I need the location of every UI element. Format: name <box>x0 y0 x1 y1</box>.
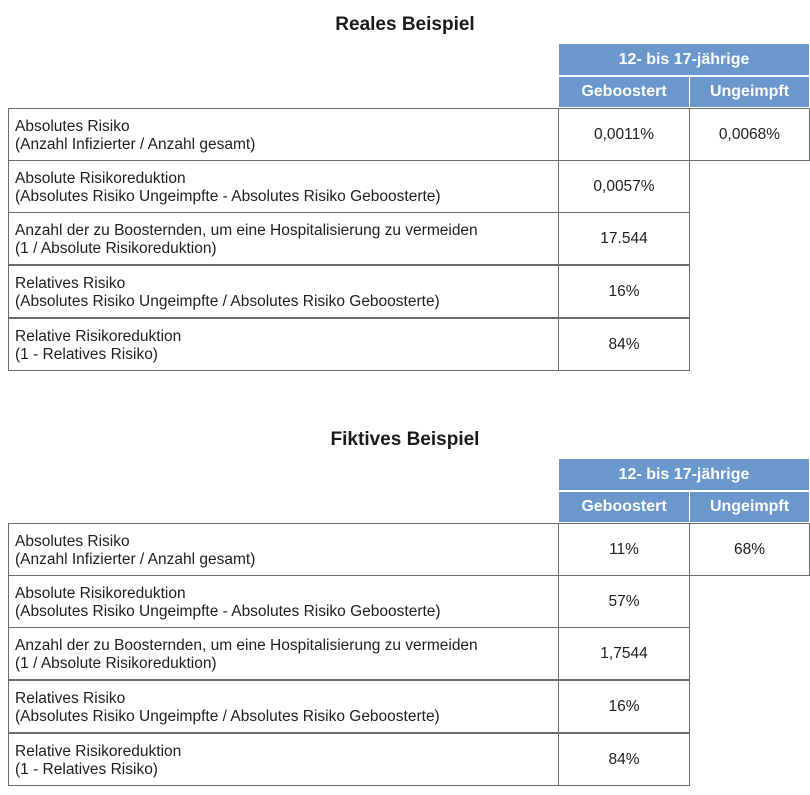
column-header-unvaccinated: Ungeimpft <box>689 491 810 523</box>
value-boosted: 84% <box>558 733 690 786</box>
row-label-formula: (1 / Absolute Risikoreduktion) <box>15 655 217 672</box>
column-header-boosted: Geboostert <box>558 491 690 523</box>
row-label <box>8 627 559 680</box>
row-label-title: Relatives Risiko <box>15 275 126 292</box>
row-label <box>8 680 559 733</box>
row-label-formula: (Absolutes Risiko Ungeimpfte / Absolutes Risiko Geboosterte) <box>15 708 440 725</box>
row-label <box>8 523 559 576</box>
column-header-unvaccinated: Ungeimpft <box>689 76 810 108</box>
value-boosted: 57% <box>558 575 690 628</box>
row-label-formula: (Anzahl Infizierter / Anzahl gesamt) <box>15 136 256 153</box>
row-label-formula: (Absolutes Risiko Ungeimpfte - Absolutes Risiko Geboosterte) <box>15 603 441 620</box>
row-label-formula: (1 - Relatives Risiko) <box>15 761 158 778</box>
value-boosted: 11% <box>558 523 690 576</box>
row-label-title: Absolute Risikoreduktion <box>15 585 186 602</box>
column-header-boosted: Geboostert <box>558 76 690 108</box>
row-label <box>8 575 559 628</box>
row-label-title: Absolutes Risiko <box>15 118 130 135</box>
row-label-formula: (Absolutes Risiko Ungeimpfte - Absolutes Risiko Geboosterte) <box>15 188 441 205</box>
section-title: Fiktives Beispiel <box>330 429 480 450</box>
value-boosted: 17.544 <box>558 212 690 265</box>
row-label-formula: (1 / Absolute Risikoreduktion) <box>15 240 217 257</box>
row-label-title: Relatives Risiko <box>15 690 126 707</box>
row-label-formula: (Absolutes Risiko Ungeimpfte / Absolutes Risiko Geboosterte) <box>15 293 440 310</box>
row-label-formula: (Anzahl Infizierter / Anzahl gesamt) <box>15 551 256 568</box>
section-title: Reales Beispiel <box>335 14 475 35</box>
value-boosted: 1,7544 <box>558 627 690 680</box>
value-boosted: 84% <box>558 318 690 371</box>
value-boosted: 16% <box>558 680 690 733</box>
row-label-formula: (1 - Relatives Risiko) <box>15 346 158 363</box>
value-boosted: 0,0011% <box>558 108 690 161</box>
value-boosted: 0,0057% <box>558 160 690 213</box>
age-group-header: 12- bis 17-jährige <box>558 458 810 491</box>
age-group-header: 12- bis 17-jährige <box>558 43 810 76</box>
row-label-title: Anzahl der zu Boosternden, um eine Hospitalisierung zu vermeiden <box>15 222 478 239</box>
row-label-title: Absolute Risikoreduktion <box>15 170 186 187</box>
value-boosted: 16% <box>558 265 690 318</box>
row-label-title: Relative Risikoreduktion <box>15 328 182 345</box>
value-unvaccinated: 68% <box>689 523 810 576</box>
row-label <box>8 733 559 786</box>
row-label-title: Anzahl der zu Boosternden, um eine Hospitalisierung zu vermeiden <box>15 637 478 654</box>
row-label-title: Relative Risikoreduktion <box>15 743 182 760</box>
row-label-title: Absolutes Risiko <box>15 533 130 550</box>
value-unvaccinated: 0,0068% <box>689 108 810 161</box>
